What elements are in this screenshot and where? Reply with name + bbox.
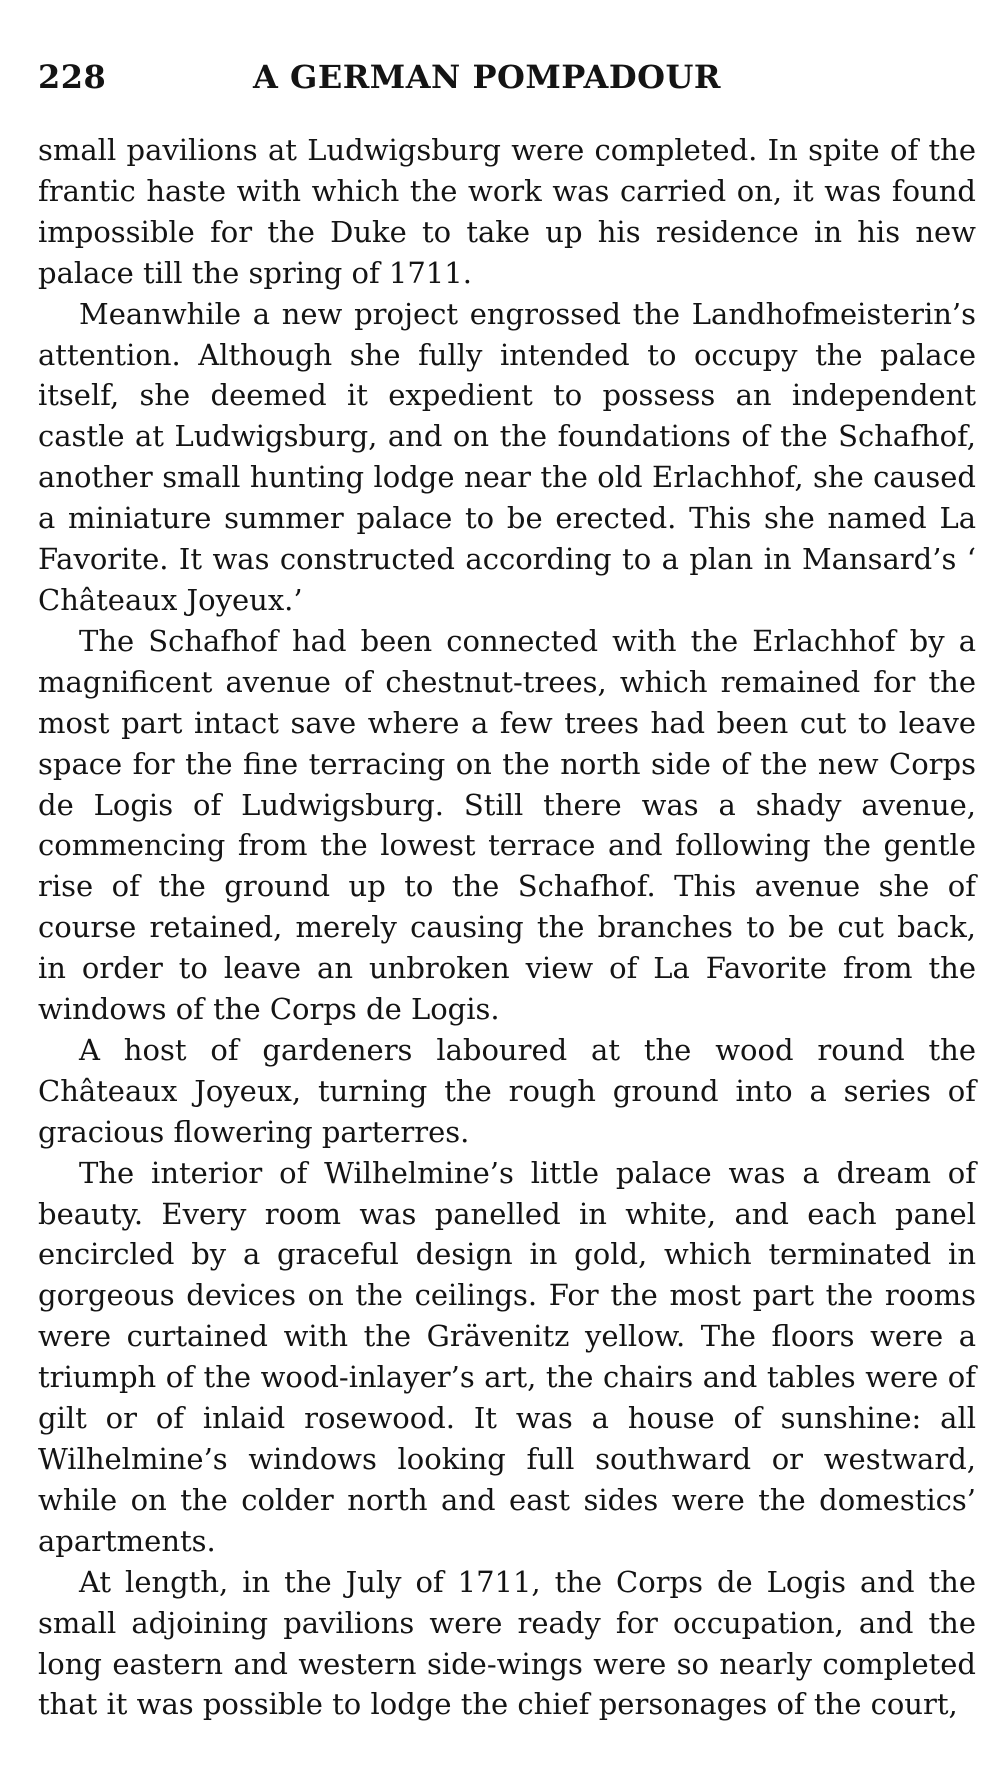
paragraph: A host of gardeners laboured at the wood round the Châteaux Joyeux, turning the rough ground into a series of gracious flowering parterres. [38, 1032, 976, 1149]
body-text [38, 130, 976, 1725]
page-header [38, 52, 976, 98]
paragraph: The Schafhof had been connected with the Erlachhof by a magnificent avenue of chestnut-trees, which remained for the most part intact save where a few trees had been cut to leave space for the fine terracing on the north side of the new Corps de Logis of Ludwigsburg. Still there was a shady avenue, commencing from the lowest terrace and following the gentle rise of the ground up to the Schafhof. This avenue she of course retained, merely causing the branches to be cut back, in order to leave an unbroken view of La Favorite from the windows of the Corps de Logis. [38, 623, 976, 1027]
paragraph: At length, in the July of 1711, the Corps de Logis and the small adjoining pavilions were ready for occupation, and the long eastern and western side-wings were so nearly completed that it was possible to lodge the chief personages of the court, [38, 1564, 976, 1722]
paragraph: The interior of Wilhelmine’s little palace was a dream of beauty. Every room was panelled in white, and each panel encircled by a graceful design in gold, which terminated in gorgeous devices on the ceilings. For the most part the rooms were curtained with the Grävenitz yellow. The floors were a triumph of the wood-inlayer’s art, the chairs and tables were of gilt or of inlaid rosewood. It was a house of sunshine: all Wilhelmine’s windows looking full southward or westward, while on the colder north and east sides were the domestics’ apartments. [38, 1155, 976, 1558]
page-number: 228 [38, 58, 107, 96]
running-title: A GERMAN POMPADOUR [253, 58, 721, 96]
paragraph-continuation: small pavilions at Ludwigsburg were completed. In spite of the frantic haste with which the work was carried on, it was found impossible for the Duke to take up his residence in his new palace till the spring of 1711. [38, 133, 976, 290]
paragraph: Meanwhile a new project engrossed the Landhofmeisterin’s attention. Although she fully intended to occupy the palace itself, she deemed it expedient to possess an independent castle at Ludwigsburg, and on the foundations of the Schafhof, another small hunting lodge near the old Erlachhof, she caused a miniature summer palace to be erected. This she named La Favorite. It was constructed according to a plan in Mansard’s ‘ Châteaux Joyeux.’ [38, 296, 976, 617]
book-page [38, 52, 976, 1725]
